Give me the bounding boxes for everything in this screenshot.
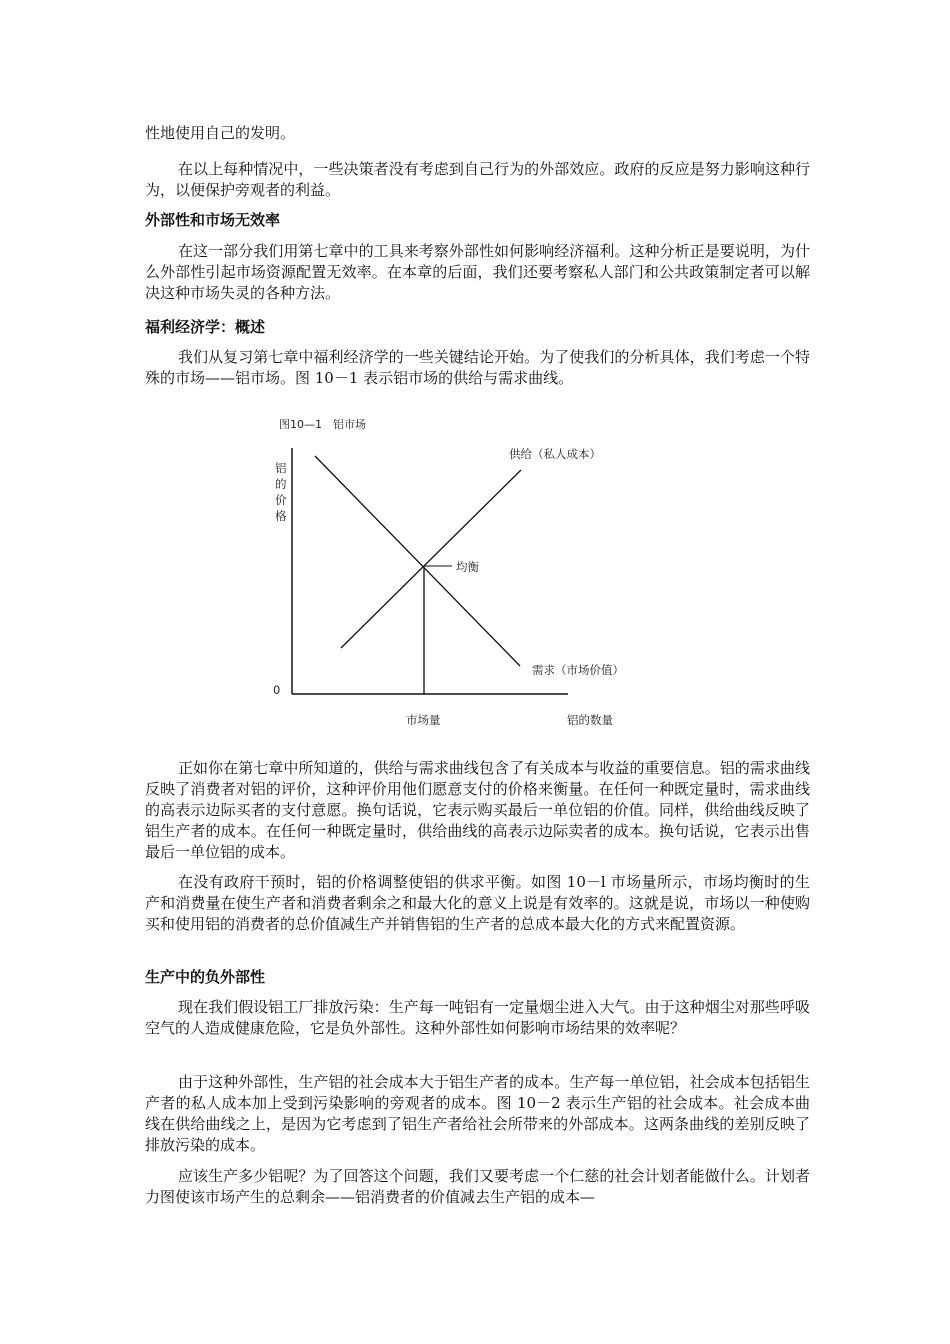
origin-label: 0 [273,683,281,697]
paragraph-8: 由于这种外部性，生产铝的社会成本大于铝生产者的成本。生产每一单位铝，社会成本包括铝生产者的私人成本加上受到污染影响的旁观者的成本。图 10－2 表示生产铝的社会成本。社会成本曲线在供给曲线之上，是因为它考虑到了铝生产者给社会所带来的外部成本。这两条曲线的差别反映了排放污染的成本。 [145,1073,810,1154]
demand-curve [315,456,520,666]
supply-label: 供给（私人成本） [509,447,601,461]
x-axis-label: 铝的数量 [567,713,613,727]
market-quantity-tick-label: 市场量 [406,713,441,727]
section-heading-negative-externality: 生产中的负外部性 [145,968,266,986]
supply-curve [341,470,521,648]
paragraph-2: 在以上每种情况中，一些决策者没有考虑到自己行为的外部效应。政府的反应是努力影响这种行为，以便保护旁观者的利益。 [145,160,810,199]
section-heading-welfare: 福利经济学：概述 [145,318,266,336]
paragraph-7: 现在我们假设铝工厂排放污染：生产每一吨铝有一定量烟尘进入大气。由于这种烟尘对那些呼吸空气的人造成健康危险，它是负外部性。这种外部性如何影响市场结果的效率呢？ [145,998,810,1037]
equilibrium-label: 均衡 [456,560,479,574]
y-axis-label-char-3: 价 [275,493,287,507]
paragraph-3: 在这一部分我们用第七章中的工具来考察外部性如何影响经济福利。这种分析正是要说明，为什么外部性引起市场资源配置无效率。在本章的后面，我们还要考察私人部门和公共政策制定者可以解决这种市场失灵的各种方法。 [145,242,810,302]
y-axis-label-char-2: 的 [275,477,287,491]
demand-label: 需求（市场价值） [532,663,624,677]
paragraph-1: 性地使用自己的发明。 [145,124,296,142]
paragraph-9: 应该生产多少铝呢？为了回答这个问题，我们又要考虑一个仁慈的社会计划者能做什么。计划者力图使该市场产生的总剩余——铝消费者的价值减去生产铝的成本— [145,1167,810,1206]
paragraph-6: 在没有政府干预时，铝的价格调整使铝的供求平衡。如图 10－l 市场量所示，市场均衡时的生产和消费量在使生产者和消费者剩余之和最大化的意义上说是有效率的。这就是说，市场以一种使购买和使用铝的消费者的总价值减生产并销售铝的生产者的总成本最大化的方式来配置资源。 [145,873,810,933]
supply-demand-chart [262,408,682,738]
section-heading-externalities: 外部性和市场无效率 [145,211,281,229]
y-axis-label-char-4: 格 [275,509,287,523]
figure-title: 图10—1 铝市场 [279,418,366,431]
paragraph-5: 正如你在第七章中所知道的，供给与需求曲线包含了有关成本与收益的重要信息。铝的需求曲线反映了消费者对铝的评价，这种评价用他们愿意支付的价格来衡量。在任何一种既定量时，需求曲线的高表示边际买者的支付意愿。换句话说，它表示购买最后一单位铝的价值。同样，供给曲线反映了铝生产者的成本。在任何一种既定量时，供给曲线的高表示边际卖者的成本。换句话说，它表示出售最后一单位铝的成本。 [145,759,810,861]
figure-aluminum-market [262,408,682,738]
y-axis-label-char-1: 铝 [275,461,287,475]
paragraph-4: 我们从复习第七章中福利经济学的一些关键结论开始。为了使我们的分析具体，我们考虑一个特殊的市场——铝市场。图 10－1 表示铝市场的供给与需求曲线。 [145,348,810,387]
